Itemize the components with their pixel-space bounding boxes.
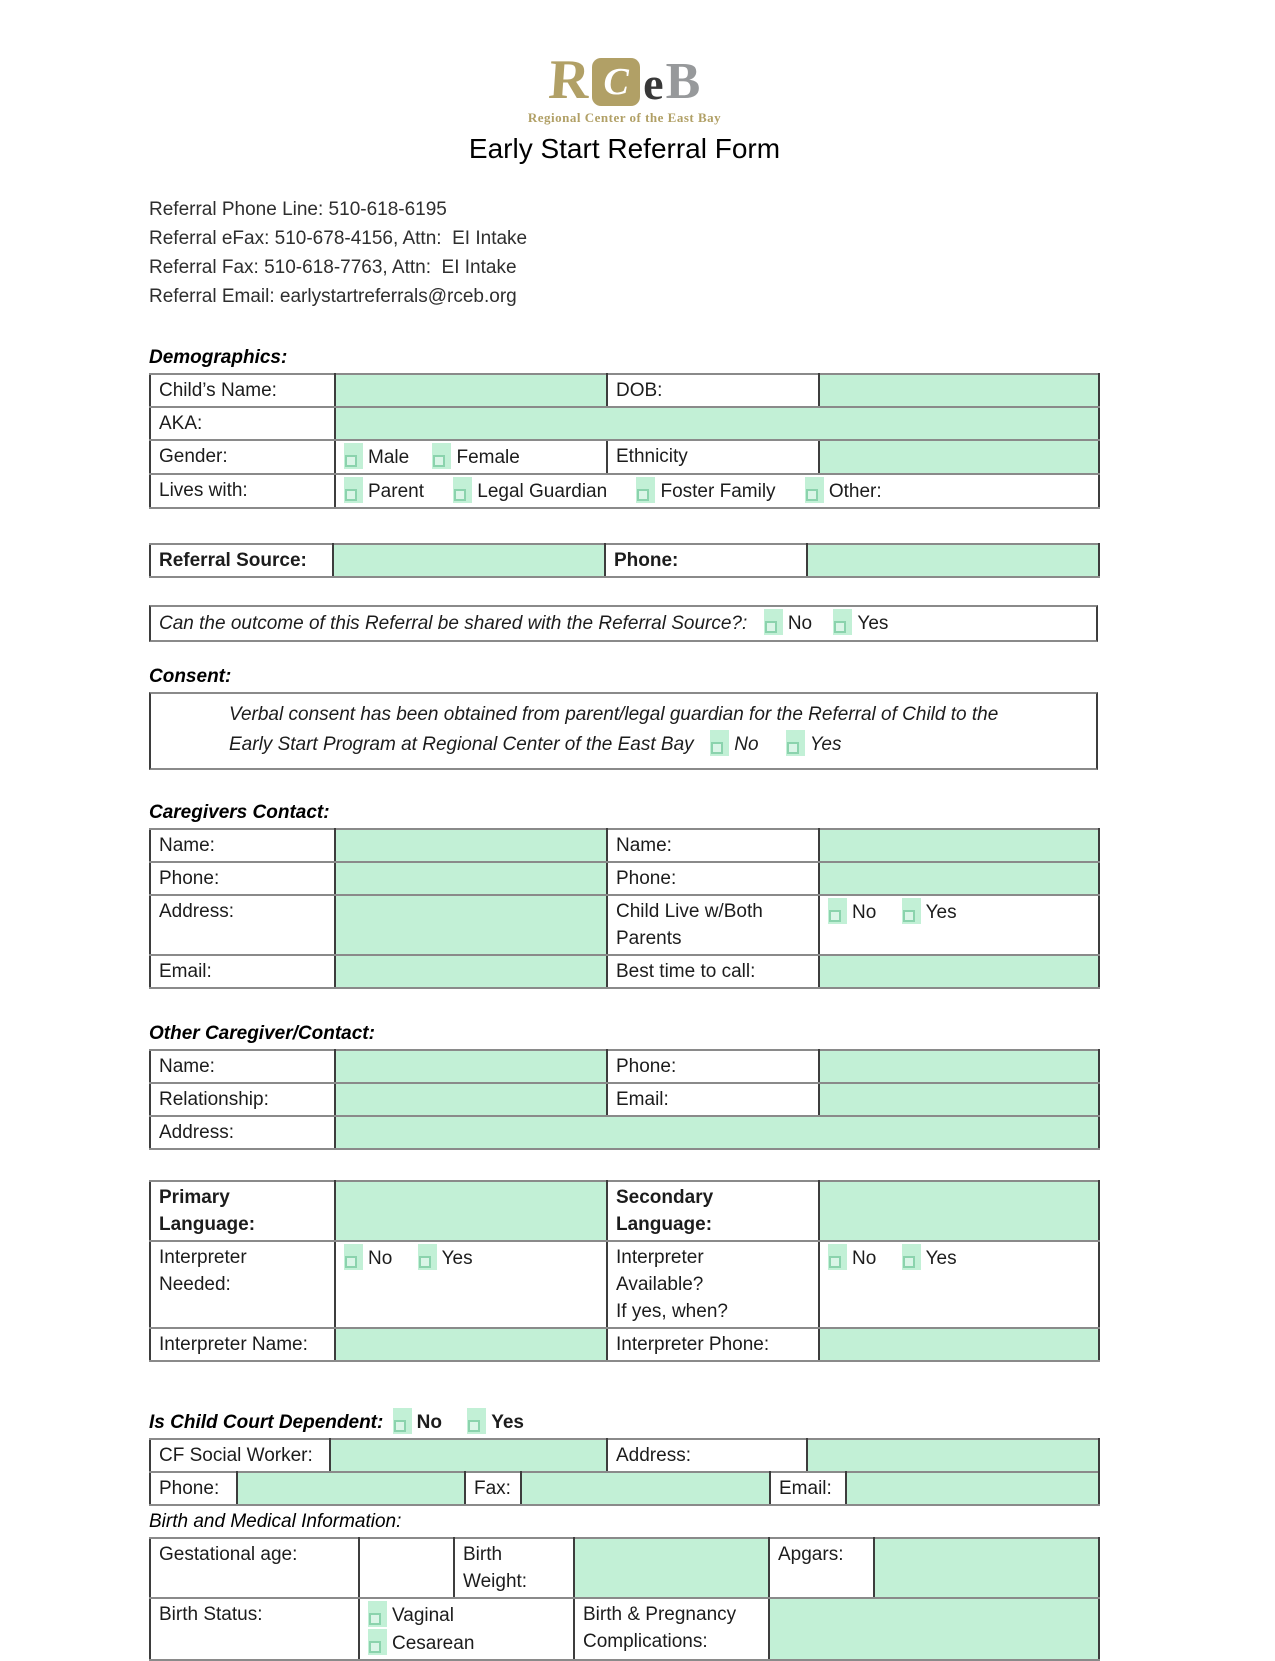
logo-letter-c-tile	[592, 58, 640, 106]
vaginal-label: Vaginal	[392, 1605, 454, 1626]
gestational-age-label: Gestational age:	[159, 1544, 298, 1565]
referral-shared-question-box	[149, 605, 1098, 642]
other-phone-field[interactable]	[819, 1050, 1099, 1083]
primary-language-label: Primary Language:	[159, 1187, 256, 1235]
checkbox-icon	[345, 489, 357, 501]
logo-letter-b: B	[665, 53, 701, 110]
referral-source-phone-field[interactable]	[807, 544, 1099, 577]
checkbox-icon	[369, 1641, 381, 1653]
lives-with-parent-checkbox[interactable]	[344, 477, 363, 503]
lives-with-other-checkbox[interactable]	[805, 477, 824, 503]
caregiver1-name-field[interactable]	[335, 829, 607, 862]
child-name-label: Child’s Name:	[159, 380, 277, 401]
cf-social-worker-table	[149, 1438, 1100, 1473]
checkbox-icon	[834, 621, 846, 633]
logo-letter-c: C	[603, 61, 629, 103]
caregiver-email-field[interactable]	[335, 955, 607, 988]
female-label: Female	[456, 447, 520, 468]
consent-no-label: No	[734, 734, 759, 755]
checkbox-icon	[345, 1256, 357, 1268]
checkbox-icon	[369, 1613, 381, 1625]
child-name-field[interactable]	[335, 374, 607, 407]
birth-weight-label: Birth Weight:	[463, 1544, 528, 1592]
aka-label: AKA:	[159, 413, 203, 434]
apgars-label: Apgars:	[778, 1544, 844, 1565]
cf-phone-field[interactable]	[237, 1472, 465, 1505]
ethnicity-label: Ethnicity	[616, 446, 688, 467]
secondary-language-label: Secondary Language:	[616, 1187, 714, 1235]
foster-family-label: Foster Family	[660, 481, 776, 502]
court-no-label: No	[416, 1412, 442, 1433]
child-live-yes-checkbox[interactable]	[902, 898, 921, 924]
checkbox-icon	[345, 455, 357, 467]
cf-phone-label: Phone:	[159, 1478, 220, 1499]
checkbox-icon	[903, 910, 915, 922]
shared-no-label: No	[787, 613, 813, 634]
cf-email-label: Email:	[779, 1478, 832, 1499]
consent-no-checkbox[interactable]	[710, 730, 729, 756]
ethnicity-field[interactable]	[819, 440, 1099, 474]
gestational-age-field[interactable]	[359, 1538, 454, 1598]
cf-address-field[interactable]	[807, 1439, 1099, 1472]
referral-source-table	[149, 543, 1100, 578]
referral-shared-question-text: Can the outcome of this Referral be shared with the Referral Source?:	[159, 613, 748, 634]
caregiver2-phone-label: Phone:	[616, 868, 677, 889]
demographics-heading: Demographics:	[149, 347, 288, 368]
checkbox-icon	[454, 489, 466, 501]
interpreter-phone-label: Interpreter Phone:	[616, 1334, 770, 1355]
complications-field[interactable]	[769, 1598, 1099, 1660]
referral-source-phone-label: Phone:	[614, 550, 679, 571]
best-time-to-call-label: Best time to call:	[616, 961, 756, 982]
checkbox-icon	[787, 742, 799, 754]
checkbox-icon	[394, 1420, 406, 1432]
checkbox-icon	[903, 1256, 915, 1268]
lives-with-other-label: Other:	[828, 481, 882, 502]
caregiver1-name-label: Name:	[159, 835, 215, 856]
gender-label: Gender:	[159, 446, 228, 467]
other-relationship-field[interactable]	[335, 1083, 607, 1116]
other-phone-label: Phone:	[616, 1056, 677, 1077]
caregiver2-phone-field[interactable]	[819, 862, 1099, 895]
referral-email-line: Referral Email: earlystartreferrals@rceb.org	[149, 286, 517, 307]
caregivers-table	[149, 828, 1100, 989]
interpreter-available-yes-label: Yes	[925, 1248, 957, 1269]
interpreter-needed-no-label: No	[368, 1248, 393, 1269]
cf-phone-fax-email-table	[149, 1471, 1100, 1506]
other-address-label: Address:	[159, 1122, 234, 1143]
birth-heading: Birth and Medical Information:	[149, 1511, 402, 1532]
dob-label: DOB:	[616, 380, 663, 401]
interpreter-name-label: Interpreter Name:	[159, 1334, 308, 1355]
interpreter-available-when-label: If yes, when?	[616, 1301, 728, 1322]
lives-with-label: Lives with:	[159, 480, 248, 501]
secondary-language-field[interactable]	[819, 1181, 1099, 1241]
shared-yes-label: Yes	[857, 613, 889, 634]
checkbox-icon	[419, 1256, 431, 1268]
gender-male-checkbox[interactable]	[344, 443, 363, 469]
checkbox-icon	[829, 1256, 841, 1268]
interpreter-available-no-checkbox[interactable]	[828, 1244, 847, 1270]
cf-email-field[interactable]	[846, 1472, 1099, 1505]
complications-label: Birth & Pregnancy Complications:	[583, 1604, 737, 1652]
logo-letter-e: e	[643, 58, 664, 109]
consent-yes-label: Yes	[809, 734, 842, 755]
birth-status-label: Birth Status:	[159, 1604, 263, 1625]
other-email-field[interactable]	[819, 1083, 1099, 1116]
checkbox-icon	[806, 489, 818, 501]
referral-efax-line: Referral eFax: 510-678-4156, Attn: EI Intake	[149, 228, 528, 249]
court-yes-label: Yes	[491, 1412, 524, 1433]
aka-field[interactable]	[335, 407, 1099, 440]
birth-weight-field[interactable]	[574, 1538, 769, 1598]
shared-no-checkbox[interactable]	[764, 609, 783, 635]
interpreter-needed-yes-label: Yes	[441, 1248, 473, 1269]
checkbox-icon	[433, 455, 445, 467]
logo-tagline: Regional Center of the East Bay	[527, 110, 722, 125]
dob-field[interactable]	[819, 374, 1099, 407]
child-live-yes-label: Yes	[925, 902, 957, 923]
child-live-with-both-parents-label: Child Live w/Both Parents	[616, 901, 763, 949]
referral-source-field[interactable]	[333, 544, 605, 577]
birth-cesarean-checkbox[interactable]	[368, 1629, 387, 1655]
legal-guardian-label: Legal Guardian	[477, 481, 608, 502]
rceb-logo-letters	[546, 49, 701, 111]
interpreter-needed-yes-checkbox[interactable]	[418, 1244, 437, 1270]
cesarean-label: Cesarean	[392, 1633, 475, 1654]
court-dependent-heading: Is Child Court Dependent:	[149, 1412, 384, 1433]
referral-fax-line: Referral Fax: 510-618-7763, Attn: EI Intake	[149, 257, 517, 278]
other-relationship-label: Relationship:	[159, 1089, 269, 1110]
gender-female-checkbox[interactable]	[432, 443, 451, 469]
caregiver2-name-label: Name:	[616, 835, 672, 856]
checkbox-icon	[765, 621, 777, 633]
checkbox-icon	[829, 910, 841, 922]
court-no-checkbox[interactable]	[393, 1408, 412, 1434]
birth-vaginal-checkbox[interactable]	[368, 1601, 387, 1627]
interpreter-available-label: Interpreter Available?	[616, 1247, 704, 1295]
parent-label: Parent	[368, 481, 424, 502]
interpreter-phone-field[interactable]	[819, 1328, 1099, 1361]
other-name-label: Name:	[159, 1056, 215, 1077]
consent-heading: Consent:	[149, 666, 232, 687]
birth-medical-table	[149, 1537, 1100, 1661]
referral-contact-info	[149, 195, 1100, 311]
interpreter-name-field[interactable]	[335, 1328, 607, 1361]
primary-language-field[interactable]	[335, 1181, 607, 1241]
child-live-no-checkbox[interactable]	[828, 898, 847, 924]
logo-letter-r: R	[546, 49, 592, 111]
checkbox-icon	[468, 1420, 480, 1432]
caregivers-heading: Caregivers Contact:	[149, 802, 330, 823]
cf-fax-label: Fax:	[474, 1478, 511, 1499]
shared-yes-checkbox[interactable]	[833, 609, 852, 635]
cf-social-worker-label: CF Social Worker:	[159, 1445, 313, 1466]
cf-social-worker-field[interactable]	[330, 1439, 607, 1472]
language-table	[149, 1180, 1100, 1362]
interpreter-needed-no-checkbox[interactable]	[344, 1244, 363, 1270]
interpreter-needed-label: Interpreter Needed:	[159, 1247, 247, 1295]
cf-fax-field[interactable]	[521, 1472, 770, 1505]
male-label: Male	[368, 447, 410, 468]
referral-source-label: Referral Source:	[159, 550, 307, 571]
demographics-table	[149, 373, 1100, 509]
other-name-field[interactable]	[335, 1050, 607, 1083]
caregiver-address-field[interactable]	[335, 895, 607, 955]
court-dependent-row	[149, 1408, 1100, 1434]
interpreter-available-yes-checkbox[interactable]	[902, 1244, 921, 1270]
best-time-to-call-field[interactable]	[819, 955, 1099, 988]
lives-with-legal-guardian-checkbox[interactable]	[453, 477, 472, 503]
consent-box	[149, 692, 1098, 770]
rceb-logo	[149, 49, 1100, 126]
caregiver1-phone-label: Phone:	[159, 868, 220, 889]
child-live-no-label: No	[852, 902, 877, 923]
cf-address-label: Address:	[616, 1445, 691, 1466]
caregiver-address-label: Address:	[159, 901, 234, 922]
consent-text-line2: Early Start Program at Regional Center of the East Bay	[229, 734, 694, 755]
apgars-field[interactable]	[874, 1538, 1099, 1598]
referral-phone-line: Referral Phone Line: 510-618-6195	[149, 199, 447, 220]
lives-with-foster-family-checkbox[interactable]	[636, 477, 655, 503]
caregiver1-phone-field[interactable]	[335, 862, 607, 895]
other-address-field[interactable]	[335, 1116, 1099, 1149]
other-email-label: Email:	[616, 1089, 669, 1110]
court-yes-checkbox[interactable]	[467, 1408, 486, 1434]
caregiver-email-label: Email:	[159, 961, 212, 982]
other-caregiver-heading: Other Caregiver/Contact:	[149, 1023, 375, 1044]
checkbox-icon	[637, 489, 649, 501]
consent-yes-checkbox[interactable]	[786, 730, 805, 756]
checkbox-icon	[711, 742, 723, 754]
page-title: Early Start Referral Form	[468, 133, 781, 164]
caregiver2-name-field[interactable]	[819, 829, 1099, 862]
other-caregiver-table	[149, 1049, 1100, 1150]
interpreter-available-no-label: No	[852, 1248, 877, 1269]
consent-text-line1: Verbal consent has been obtained from parent/legal guardian for the Referral of Child to the	[229, 704, 999, 725]
